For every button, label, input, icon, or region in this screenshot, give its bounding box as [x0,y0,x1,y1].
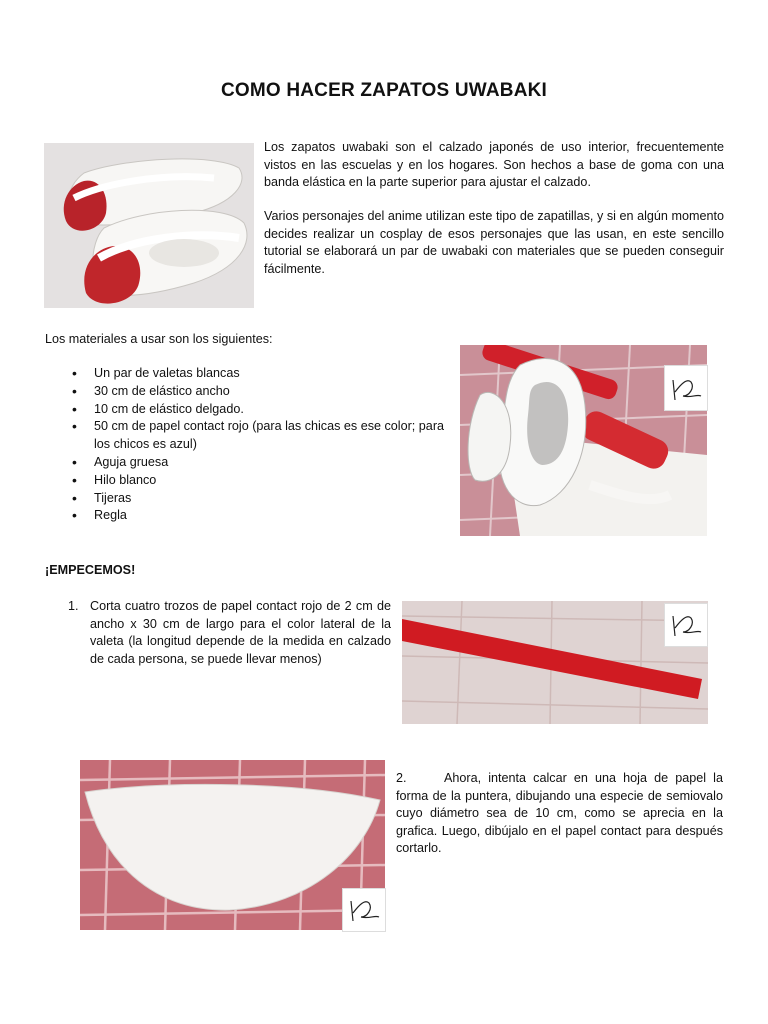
intro-paragraph-1: Los zapatos uwabaki son el calzado japonés de uso interior, frecuentemente vistos en las escuelas y en los hogares. Son hechos a base de goma con una banda elástica en la parte superior para ajustar el calzado. [264,140,724,190]
intro-paragraph-2: Varios personajes del anime utilizan este tipo de zapatillas, y si en algún momento decides realizar un cosplay de esos personajes que las usan, en este sencillo tutorial se elaborará un par de uwabaki con materiales que se pueden conseguir fácilmente. [264,209,724,276]
step-number: 2. [396,771,407,785]
list-item: • 30 cm de elástico ancho [66,383,450,401]
materials-heading: Los materiales a usar son los siguientes: [45,332,273,346]
signature-stamp [664,603,708,647]
list-item: • Un par de valetas blancas [66,365,450,383]
semi-oval-template-photo [80,760,385,930]
list-item: • 50 cm de papel contact rojo (para las chicas es ese color; para los chicos es azul) [66,418,450,454]
start-heading: ¡EMPECEMOS! [45,563,136,577]
signature-stamp [664,365,708,411]
step-number: 1. [68,599,79,613]
list-item: • Tijeras [66,490,450,508]
uwabaki-shoes-photo [44,143,254,308]
list-item: • 10 cm de elástico delgado. [66,401,450,419]
step-2-text [396,770,723,858]
step-2-body: Ahora, intenta calcar en una hoja de papel la forma de la puntera, dibujando una especie de semiovalo cuyo diámetro sea de 10 cm, como se aprecia en la grafica. Luego, dibújalo en el papel contact para después cortarlo. [396,771,723,856]
step-1-text: Corta cuatro trozos de papel contact rojo de 2 cm de ancho x 30 cm de largo para el color lateral de la valeta (la longitud depende de la medida en calzado de cada persona, se puede llevar menos) [90,599,391,666]
materials-list [66,365,450,525]
page-title: COMO HACER ZAPATOS UWABAKI [220,80,548,101]
list-item: • Regla [66,507,450,525]
list-item: • Aguja gruesa [66,454,450,472]
red-strip-photo [402,601,708,724]
list-item: • Hilo blanco [66,472,450,490]
signature-stamp [342,888,386,932]
